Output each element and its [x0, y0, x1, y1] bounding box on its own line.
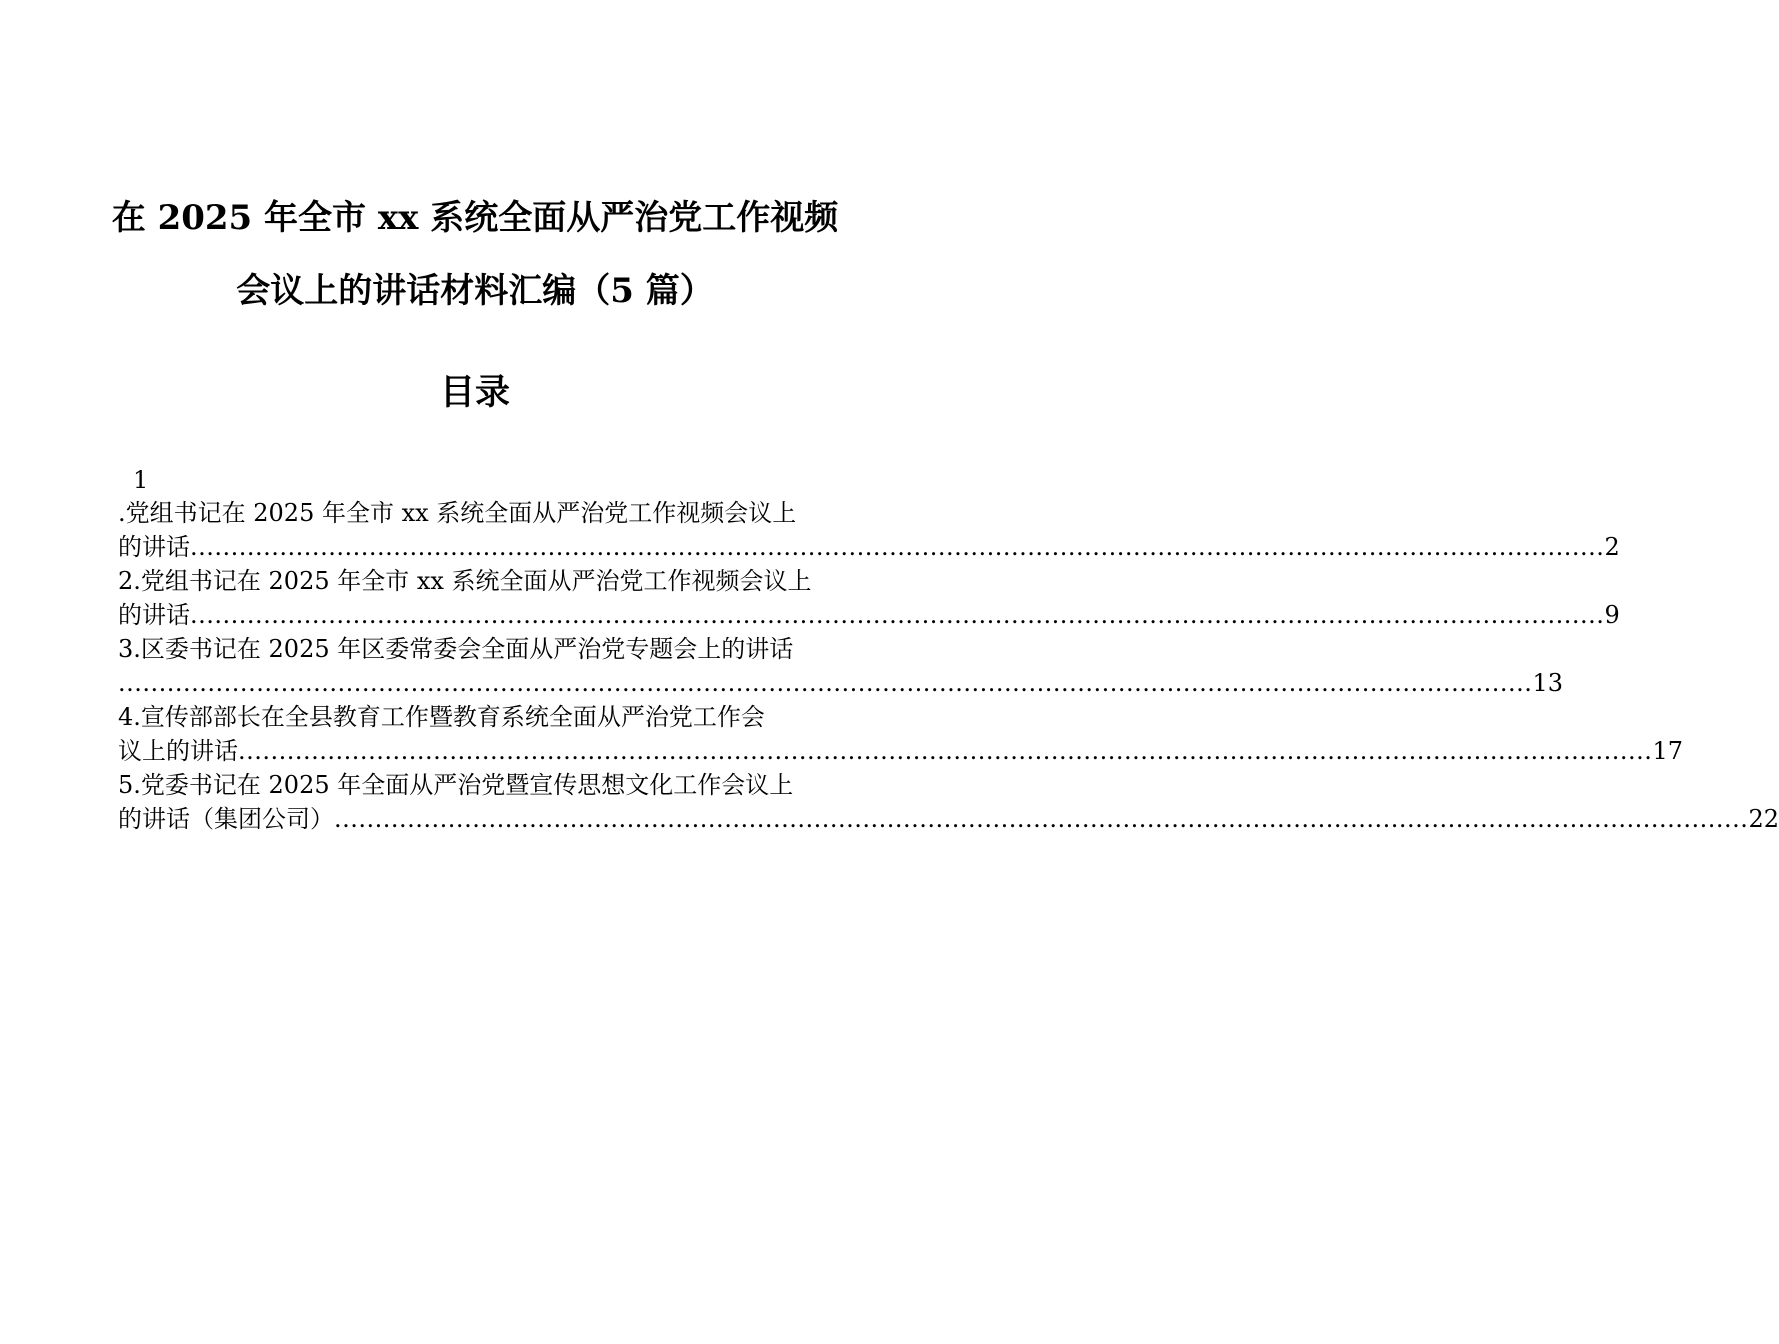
- toc-leader-dots: ..............................................................................................................................................................................: [334, 805, 1749, 833]
- toc-entry-title-continued: 的讲话（集团公司）: [118, 805, 334, 833]
- toc-first-number: 1: [133, 466, 149, 494]
- toc-entry-5[interactable]: [118, 768, 1779, 836]
- toc-page-number: 22: [1748, 805, 1779, 833]
- toc-entry-title: .党组书记在 2025 年全市 xx 系统全面从严治党工作视频会议上: [118, 499, 797, 527]
- toc-entry-2[interactable]: [118, 564, 1620, 632]
- toc-leader-dots: ..............................................................................................................................................................................: [190, 601, 1605, 629]
- toc-entry-title-continued: 议上的讲话: [118, 737, 238, 765]
- document-title-line-1: 在 2025 年全市 xx 系统全面从严治党工作视频: [111, 198, 839, 238]
- toc-entry-3[interactable]: [118, 632, 1563, 700]
- toc-entry-title: 5.党委书记在 2025 年全面从严治党暨宣传思想文化工作会议上: [118, 771, 794, 799]
- toc-page-number: 9: [1604, 601, 1620, 629]
- toc-leader-dots: ..............................................................................................................................................................................: [118, 669, 1533, 697]
- table-of-contents: [118, 465, 1779, 836]
- toc-entry-title-continued: 的讲话: [118, 601, 190, 629]
- toc-leader-dots: ..............................................................................................................................................................................: [238, 737, 1653, 765]
- toc-page-number: 17: [1652, 737, 1683, 765]
- toc-heading: 目录: [439, 372, 510, 413]
- toc-entry-1[interactable]: [118, 496, 1620, 564]
- toc-page-number: 2: [1604, 533, 1620, 561]
- toc-leader-dots: ..............................................................................................................................................................................: [190, 533, 1605, 561]
- toc-entry-title: 2.党组书记在 2025 年全市 xx 系统全面从严治党工作视频会议上: [118, 567, 812, 595]
- document-title-line-2: 会议上的讲话材料汇编（5 篇）: [236, 271, 714, 311]
- toc-entry-title: 3.区委书记在 2025 年区委常委会全面从严治党专题会上的讲话: [118, 635, 794, 663]
- toc-entry-4[interactable]: [118, 700, 1683, 768]
- toc-entry-title: 4.宣传部部长在全县教育工作暨教育系统全面从严治党工作会: [118, 703, 765, 731]
- toc-page-number: 13: [1532, 669, 1563, 697]
- toc-entry-title-continued: 的讲话: [118, 533, 190, 561]
